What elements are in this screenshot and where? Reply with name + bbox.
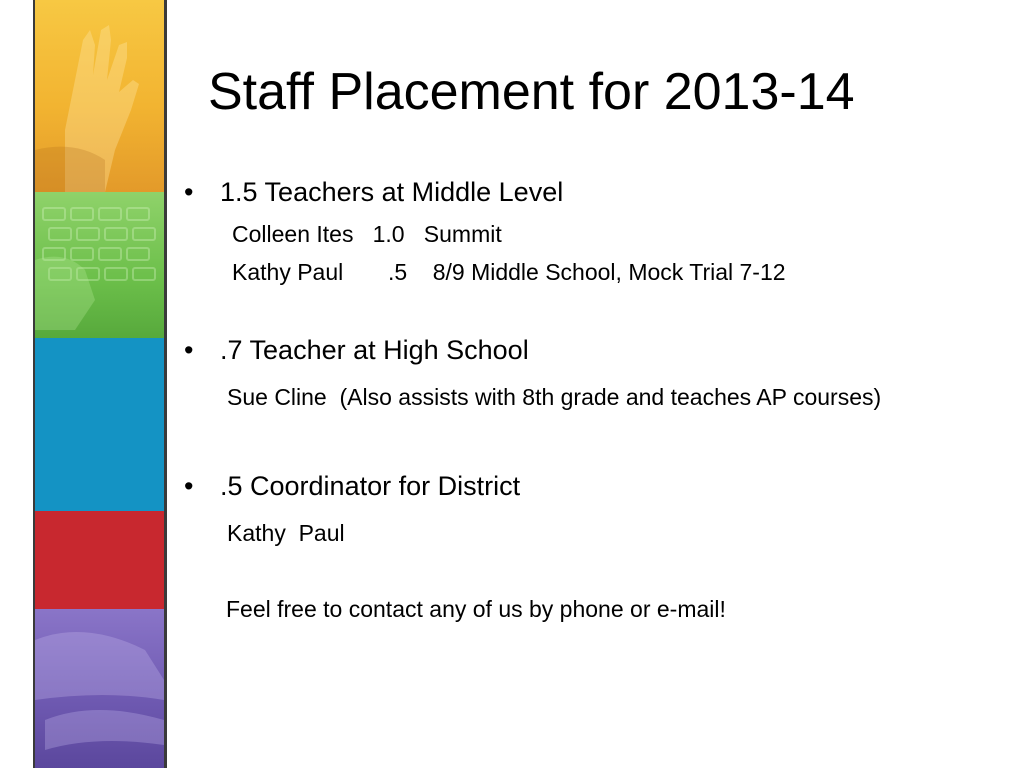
bullet-item-high-school <box>184 333 529 367</box>
staff-line-colleen-ites: Colleen Ites 1.0 Summit <box>232 221 502 247</box>
bullet-heading: .7 Teacher at High School <box>220 335 529 365</box>
slide-title: Staff Placement for 2013-14 <box>208 63 855 121</box>
closing-message: Feel free to contact any of us by phone or e-mail! <box>226 596 726 622</box>
staff-line-sue-cline: Sue Cline (Also assists with 8th grade and teaches AP courses) <box>227 384 882 410</box>
decorative-color-strip <box>33 0 167 768</box>
staff-line-kathy-paul-middle: Kathy Paul .5 8/9 Middle School, Mock Trial 7-12 <box>232 259 786 285</box>
bullet-item-district-coordinator <box>184 469 520 503</box>
bullet-icon: • <box>184 335 194 365</box>
bullet-heading: .5 Coordinator for District <box>220 471 521 501</box>
bullet-icon: • <box>184 471 194 501</box>
staff-line-kathy-paul-district: Kathy Paul <box>227 520 345 546</box>
bullet-item-middle-level <box>184 175 563 209</box>
strip-photo-overlay-image <box>35 0 164 768</box>
bullet-heading: 1.5 Teachers at Middle Level <box>220 177 564 207</box>
bullet-icon: • <box>184 177 194 207</box>
figure-silhouette-icon <box>35 632 164 750</box>
